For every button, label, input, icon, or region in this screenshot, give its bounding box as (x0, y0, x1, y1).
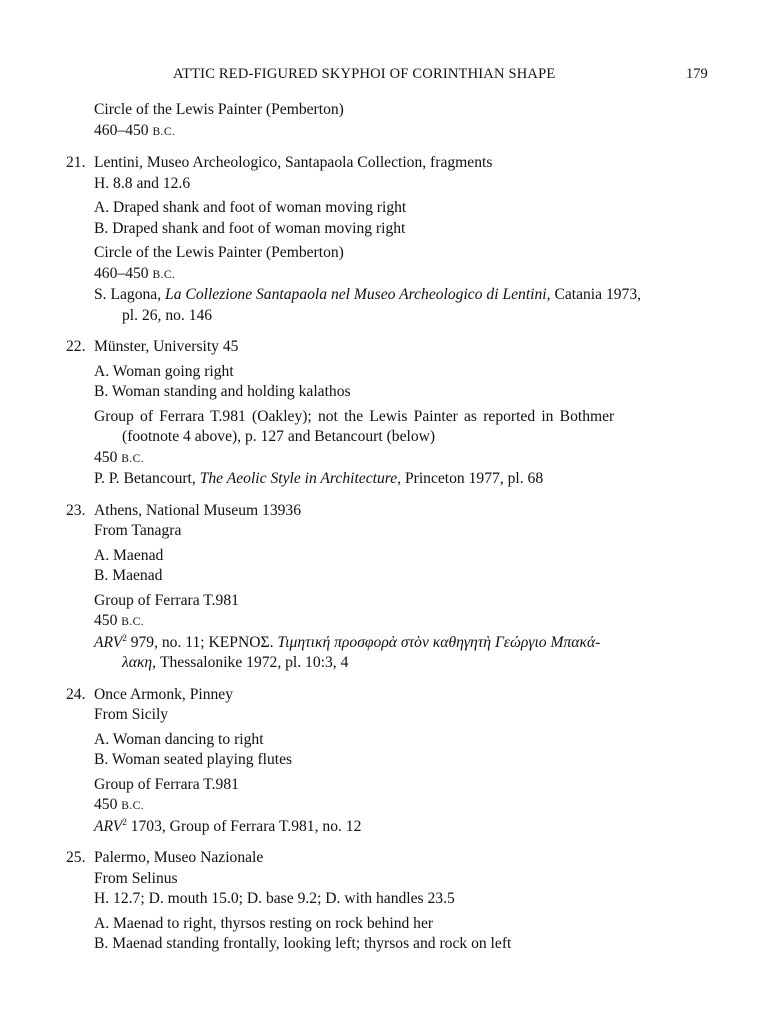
entry-number: 25. (66, 849, 86, 866)
catalogue-entry-21 (66, 153, 714, 326)
side-b: B. Woman standing and holding kalathos (94, 383, 351, 400)
side-a: A. Woman dancing to right (94, 730, 264, 748)
side-a: A. Maenad (94, 546, 164, 564)
entry-heading (66, 848, 714, 869)
date: 450 B.C. (94, 796, 144, 813)
entry-heading (66, 685, 714, 706)
running-title: ATTIC RED-FIGURED SKYPHOI OF CORINTHIAN SHAPE (173, 66, 556, 82)
attribution: Circle of the Lewis Painter (Pemberton) (94, 244, 344, 261)
catalogue-body (66, 100, 714, 955)
entry-number: 23. (66, 501, 86, 519)
entry-location: Athens, National Museum 13936 (94, 501, 302, 519)
side-a: A. Woman going right (94, 362, 234, 380)
side-b: B. Draped shank and foot of woman moving right (94, 219, 406, 237)
provenance: From Sicily (94, 706, 169, 723)
entry-location: Münster, University 45 (94, 338, 239, 355)
continuation-block (66, 100, 714, 142)
entry-location: Lentini, Museo Archeologico, Santapaola Collection, fragments (94, 154, 493, 171)
side-a: A. Draped shank and foot of woman moving right (94, 199, 407, 216)
side-b: B. Maenad standing frontally, looking left; thyrsos and rock on left (94, 935, 512, 952)
entry-number: 24. (66, 685, 86, 703)
date: 460–450 B.C. (94, 121, 176, 139)
bibliography: ARV$^2$ 1703, Group of Ferrara T.981, no. 12 (94, 816, 362, 835)
entry-location: Palermo, Museo Nazionale (94, 849, 264, 866)
attribution: Circle of the Lewis Painter (Pemberton) (94, 101, 344, 118)
bibliography-cont: λακη, Thessalonike 1972, pl. 10:3, 4 (122, 654, 349, 671)
bibliography-cont: pl. 26, no. 146 (122, 306, 213, 324)
running-head (0, 64, 777, 84)
entry-heading (66, 337, 714, 358)
bibliography: P. P. Betancourt, The Aeolic Style in Architecture, Princeton 1977, pl. 68 (94, 470, 544, 487)
bibliography: ARV$^2$ 979, no. 11; ΚΕΡΝΟΣ. Τιμητική προσφορὰ στὸν καθηγητὴ Γεώργιο Μπακά- (94, 632, 601, 651)
attribution: Group of Ferrara T.981 (Oakley); not the Lewis Painter as reported in Bothmer (94, 407, 615, 425)
entry-heading (66, 153, 714, 174)
page-number: 179 (686, 66, 708, 82)
attribution: Group of Ferrara T.981 (94, 775, 239, 793)
catalogue-entry-24 (66, 685, 714, 838)
catalogue-entry-22 (66, 337, 714, 490)
catalogue-entry-25 (66, 848, 714, 955)
attribution-cont: (footnote 4 above), p. 127 and Betancourt (below) (122, 428, 436, 445)
catalogue-entry-23 (66, 501, 714, 674)
measurements: H. 8.8 and 12.6 (94, 174, 191, 192)
attribution: Group of Ferrara T.981 (94, 591, 239, 609)
entry-number: 22. (66, 338, 86, 355)
entry-heading (66, 501, 714, 522)
date: 450 B.C. (94, 448, 144, 466)
provenance: From Tanagra (94, 522, 182, 539)
date: 460–450 B.C. (94, 264, 176, 282)
provenance: From Selinus (94, 869, 178, 887)
side-b: B. Maenad (94, 567, 163, 584)
measurements: H. 12.7; D. mouth 15.0; D. base 9.2; D. with handles 23.5 (94, 890, 455, 907)
entry-location: Once Armonk, Pinney (94, 685, 234, 703)
side-a: A. Maenad to right, thyrsos resting on rock behind her (94, 914, 434, 932)
bibliography: S. Lagona, La Collezione Santapaola nel Museo Archeologico di Lentini, Catania 1973, (94, 286, 642, 303)
date: 450 B.C. (94, 612, 144, 629)
entry-number: 21. (66, 154, 86, 171)
side-b: B. Woman seated playing flutes (94, 751, 293, 768)
